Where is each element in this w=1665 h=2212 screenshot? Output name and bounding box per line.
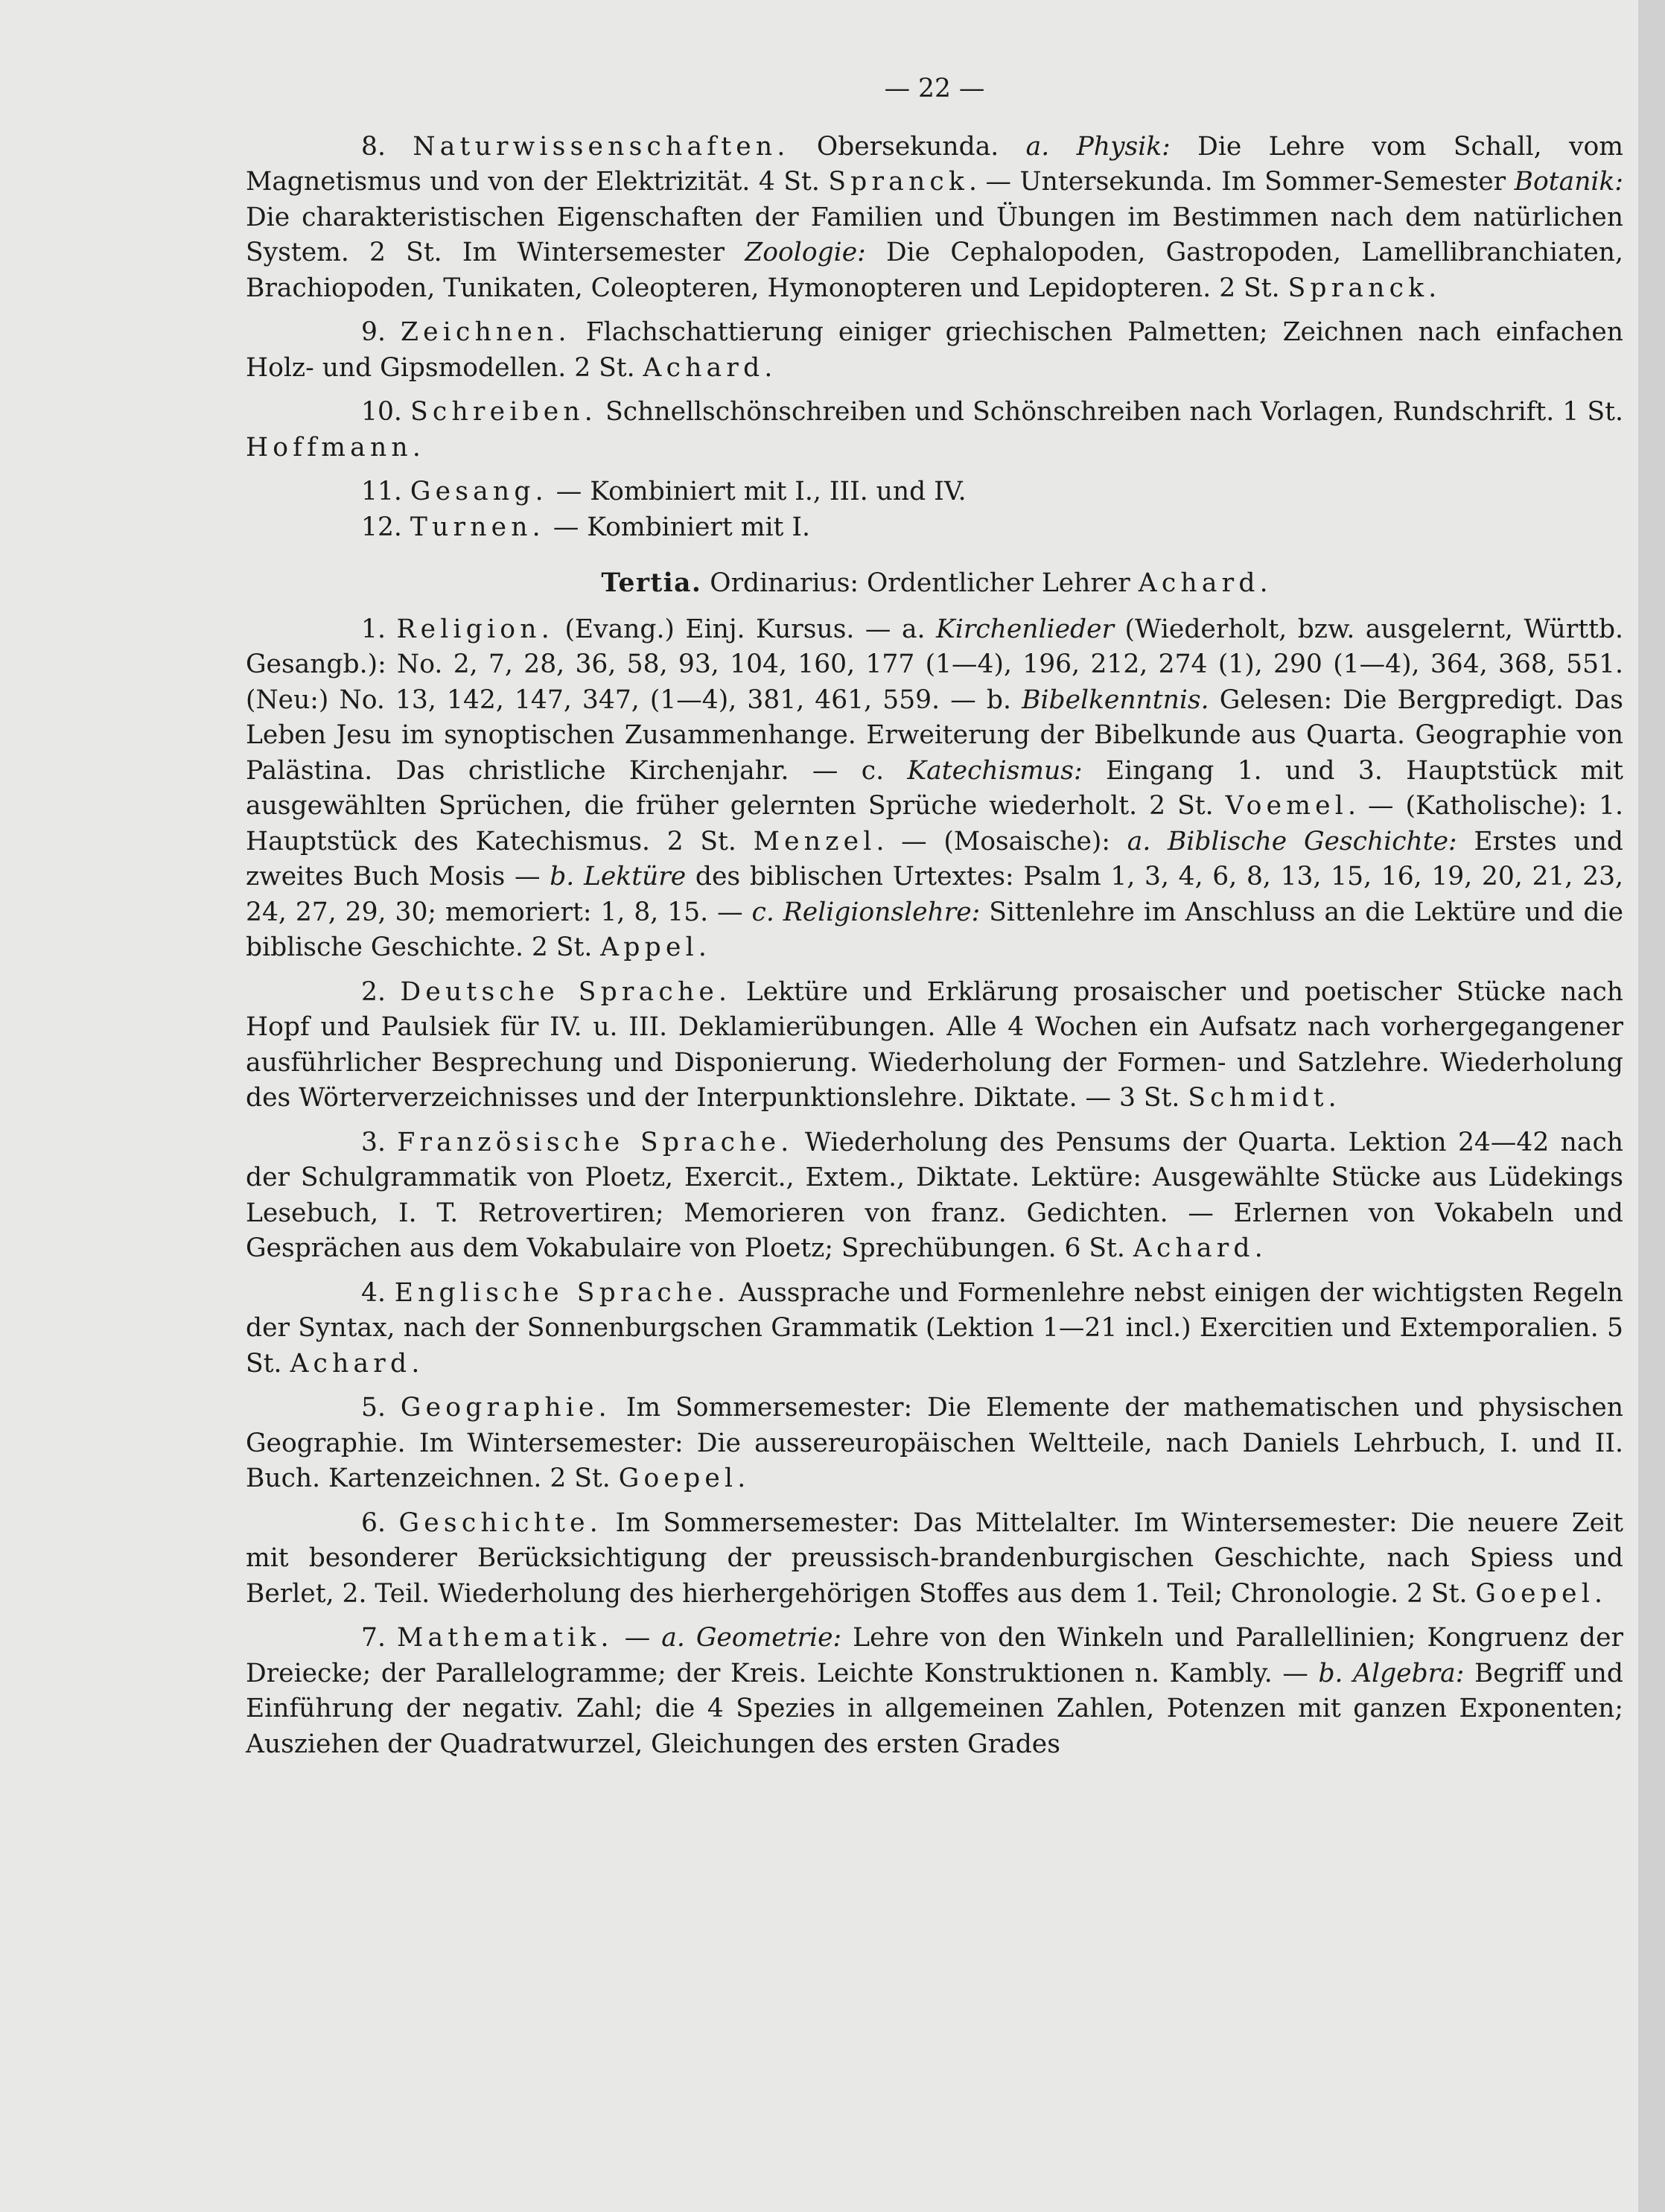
teacher-name: Menzel (753, 826, 876, 856)
obersekunda-section-10: 10. Schreiben. Schnellschönschreiben und Schönschreiben nach Vorlagen, Rundschrift. 1 St. Hoffmann. (246, 397, 1623, 463)
tertia-section-2: 2. Deutsche Sprache. Lektüre und Erklärung prosaischer und poetischer Stücke nach Hopf und Paulsiek für IV. u. III. Deklamierübungen. Alle 4 Wochen ein Aufsatz nach vorhergegangener ausführlicher Besprechung und Disponierung. Wiederholung der Formen- und Satzlehre. Wiederholung des Wörterverzeichnisses und der Interpunktionslehre. Diktate. — 3 St. Schmidt. (246, 976, 1623, 1113)
tertia-section-3: 3. Französische Sprache. Wiederholung des Pensums der Quarta. Lektion 24—42 nach der Schulgrammatik von Ploetz, Exercit., Extem., Diktate. Lektüre: Ausgewählte Stücke aus Lüdekings Lesebuch, I. T. Retrovertiren; Memorieren von franz. Gedichten. — Erlernen von Vokabeln und Gesprächen aus dem Vokabulaire von Ploetz; Sprechübungen. 6 St. Achard. (246, 1127, 1624, 1263)
teacher-name: Goepel (618, 1463, 738, 1493)
teacher-name: Achard (290, 1348, 412, 1379)
section-number: 8. (361, 131, 386, 162)
page-number: — 22 — (884, 74, 985, 104)
section-title: Mathematik. (396, 1623, 614, 1653)
section-title: Turnen. (410, 512, 545, 542)
section-title: Religion. (396, 614, 554, 644)
teacher-name: Achard (1133, 1233, 1255, 1263)
obersekunda-section-11: 11. Gesang. — Kombiniert mit I., III. und IV. (361, 477, 967, 506)
teacher-name: Goepel (1475, 1578, 1594, 1609)
section-title: Schreiben. (410, 397, 597, 427)
class-title: Tertia. (601, 568, 702, 598)
section-title: Geographie. (400, 1393, 611, 1423)
teacher-name: Voemel (1225, 791, 1349, 821)
section-title: Geschichte. (398, 1507, 602, 1538)
section-title: Deutsche Sprache. (400, 976, 732, 1007)
section-title: Gesang. (410, 477, 548, 506)
section-title: Englische Sprache. (394, 1277, 730, 1308)
teacher-name: Spranck (1287, 273, 1429, 303)
tertia-section-6: 6. Geschichte. Im Sommersemester: Das Mittelalter. Im Wintersemester: Die neuere Zeit mit besonderer Berücksichtigung der preussisch-brandenburgischen Geschichte, nach Spiess und Berlet, 2. Teil. Wiederholung des hierhergehörigen Stoffes aus dem 1. Teil; Chronologie. 2 St. Goepel. (246, 1507, 1623, 1609)
tertia-heading: Tertia. Ordinarius: Ordentlicher Lehrer Achard. (601, 568, 1268, 598)
teacher-name: Appel (600, 932, 698, 962)
ordinarius-name: Achard (1138, 568, 1260, 598)
teacher-name: Achard (643, 352, 765, 383)
tertia-section-5: 5. Geographie. Im Sommersemester: Die Elemente der mathematischen und physischen Geographie. Im Wintersemester: Die aussereuropäischen Weltteile, nach Daniels Lehrbuch, I. und II. Buch. Kartenzeichnen. 2 St. Goepel. (246, 1393, 1623, 1493)
teacher-name: Schmidt (1188, 1083, 1328, 1113)
page-text (246, 71, 1623, 1771)
section-title: Französische Sprache. (397, 1127, 794, 1157)
tertia-section-1: 1. Religion. (Evang.) Einj. Kursus. — a. Kirchenlieder (Wiederholt, bzw. ausgelernt, Württb. Gesangb.): No. 2, 7, 28, 36, 58, 93, 104, 160, 177 (1—4), 196, 212, 274 (1), 290 (1—4), 364, 368, 551. (Neu:) No. 13, 142, 147, 347, (1—4), 381, 461, 559. — b. Bibelkenntnis. Gelesen: Die Bergpredigt. Das Leben Jesu im synoptischen Zusammenhange. Erweiterung der Bibelkunde aus Quarta. Geographie von Palästina. Das christliche Kirchenjahr. — c. Katechismus: Eingang 1. und 3. Hauptstück mit ausgewählten Sprüchen, die früher gelernten Sprüche wiederholt. 2 St. Voemel. — (Katholische): 1. Hauptstück des Katechismus. 2 St. Menzel. — (Mosaische): a. Biblische Geschichte: Erstes und zweites Buch Mosis — b. Lektüre des biblischen Urtextes: Psalm 1, 3, 4, 6, 8, 13, 15, 16, 19, 20, 21, 23, 24, 27, 29, 30; memoriert: 1, 8, 15. — c. Religionslehre: Sittenlehre im Anschluss an die Lektüre und die biblische Geschichte. 2 St. Appel. (246, 614, 1624, 962)
section-title: Zeichnen. (400, 317, 571, 347)
obersekunda-section-9: 9. Zeichnen. Flachschattierung einiger griechischen Palmetten; Zeichnen nach einfachen Holz- und Gipsmodellen. 2 St. Achard. (246, 317, 1624, 383)
teacher-name: Hoffmann (246, 432, 413, 463)
tertia-section-7: 7. Mathematik. — a. Geometrie: Lehre von den Winkeln und Parallellinien; Kongruenz der Dreiecke; der Parallelogramme; der Kreis. Leichte Konstruktionen n. Kambly. — b. Algebra: Begriff und Einführung der negativ. Zahl; die 4 Spezies in allgemeinen Zahlen, Potenzen mit ganzen Exponenten; Ausziehen der Quadratwurzel, Gleichungen des ersten Grades (246, 1623, 1624, 1759)
obersekunda-section-8: 8. Naturwissenschaften. Obersekunda. a. Physik: Die Lehre vom Schall, vom Magnetismus und von der Elektrizität. 4 St. Spranck. — Untersekunda. Im Sommer-Semester Botanik: Die charakteristischen Eigenschaften der Familien und Übungen im Bestimmen nach dem natürlichen System. 2 St. Im Wintersemester Zoologie: Die Cephalopoden, Gastropoden, Lamellibranchiaten, Brachiopoden, Tunikaten, Coleopteren, Hymonopteren und Lepidopteren. 2 St. Spranck. (246, 131, 1624, 303)
obersekunda-section-12: 12. Turnen. — Kombiniert mit I. (361, 512, 810, 542)
tertia-section-4: 4. Englische Sprache. Aussprache und Formenlehre nebst einigen der wichtigsten Regeln der Syntax, nach der Sonnenburgschen Grammatik (Lektion 1—21 incl.) Exercitien und Extemporalien. 5 St. Achard. (246, 1277, 1623, 1379)
teacher-name: Spranck (828, 167, 970, 197)
section-title: Naturwissenschaften. (413, 131, 790, 162)
